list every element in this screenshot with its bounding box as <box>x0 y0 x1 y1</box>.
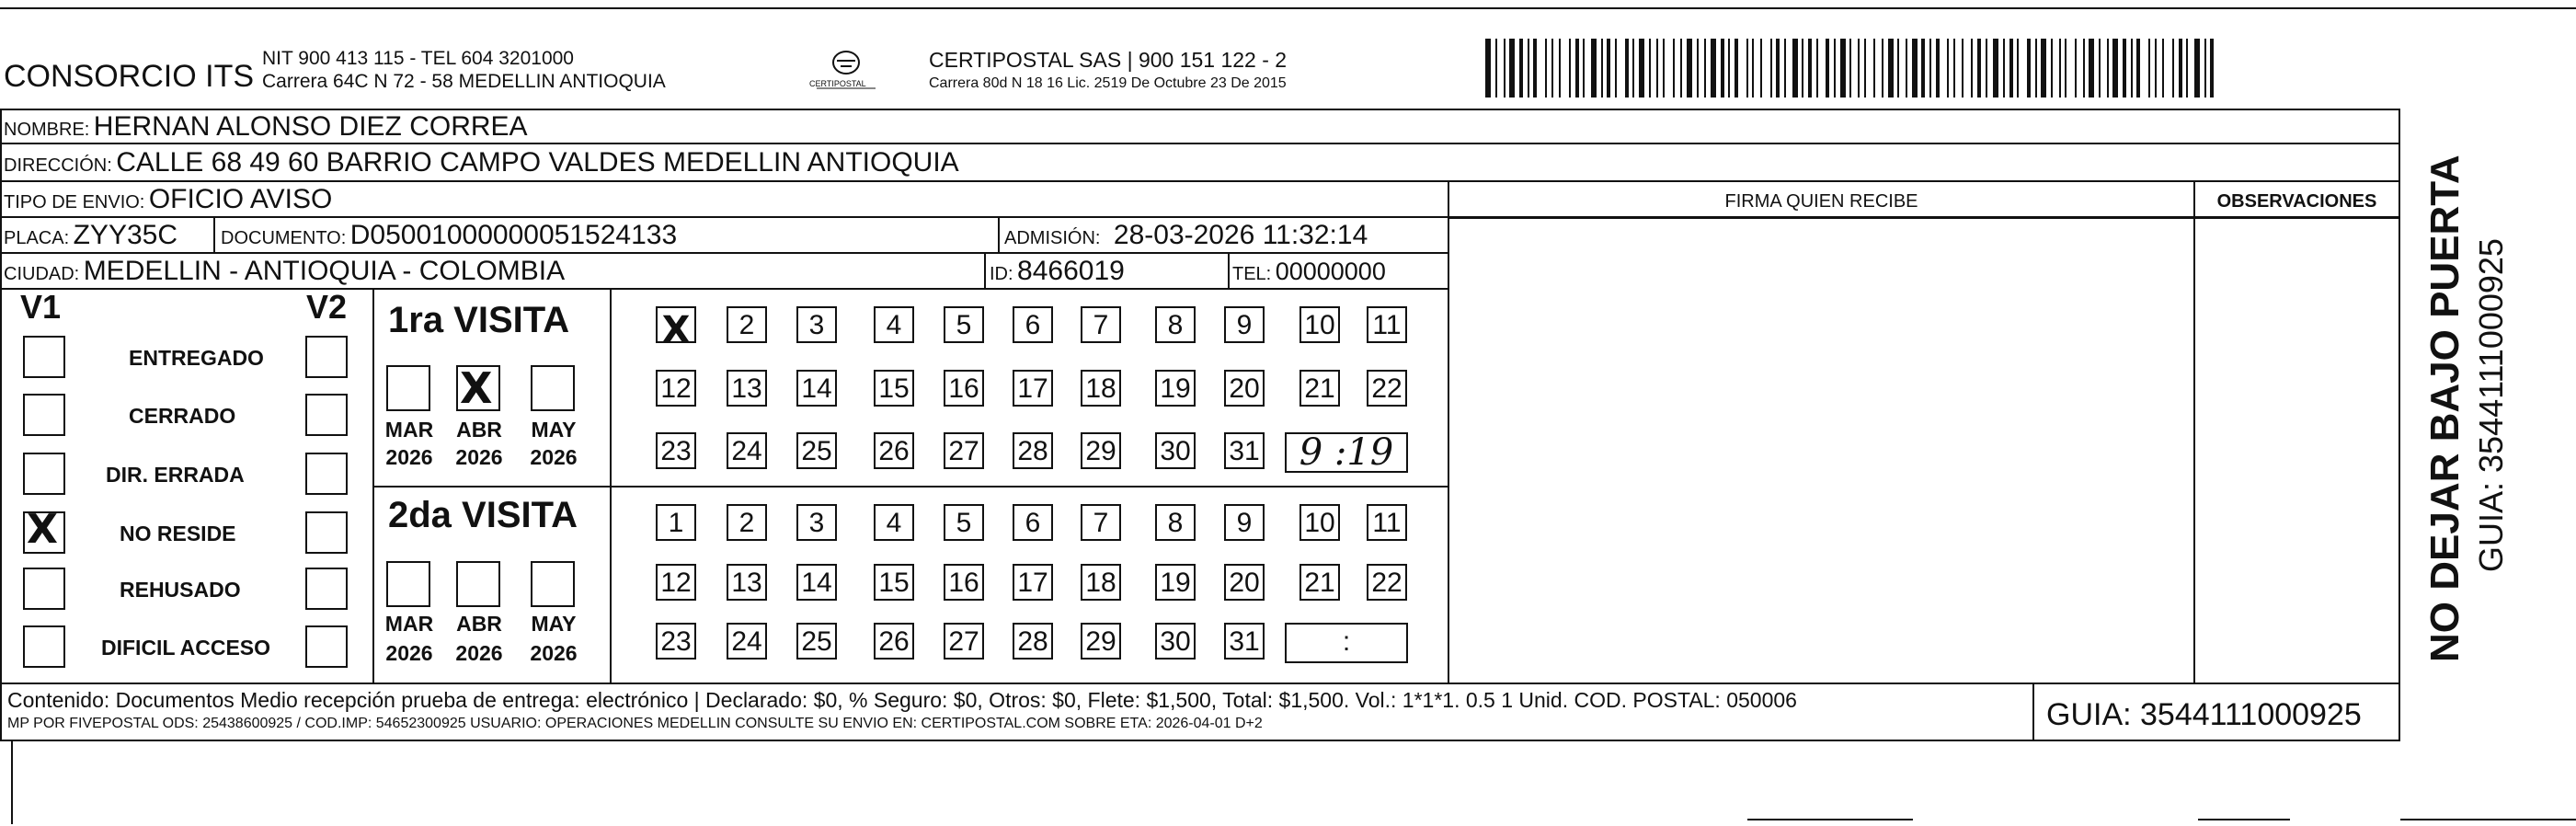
nombre-value: HERNAN ALONSO DIEZ CORREA <box>93 111 528 142</box>
second-visit-title: 2da VISITA <box>388 495 578 535</box>
side-warning: NO DEJAR BAJO PUERTA <box>2422 155 2467 662</box>
first-visit-day-box[interactable] <box>1155 370 1196 407</box>
first-visit-month-mark: X <box>460 363 493 413</box>
month-label: MAR <box>384 612 434 636</box>
ciudad-label: CIUDAD: <box>4 264 80 284</box>
first-visit-time-box[interactable] <box>1285 432 1408 473</box>
status-label: REHUSADO <box>120 578 241 602</box>
day-number: 12 <box>660 373 692 404</box>
first-visit-day-box[interactable] <box>656 370 696 407</box>
id-value: 8466019 <box>1017 256 1125 286</box>
day-number: 22 <box>1371 373 1402 404</box>
tipo-row <box>4 184 332 215</box>
second-visit-day-box[interactable] <box>1299 504 1340 541</box>
status-v2-checkbox[interactable] <box>305 625 348 668</box>
second-visit-day-box[interactable] <box>796 623 837 660</box>
day-number: 15 <box>878 373 910 404</box>
second-visit-day-box[interactable] <box>1081 504 1121 541</box>
status-v2-checkbox[interactable] <box>305 511 348 554</box>
first-visit-day-box[interactable] <box>656 306 696 351</box>
day-number: 27 <box>948 626 979 657</box>
first-visit-title: 1ra VISITA <box>388 300 570 340</box>
first-visit-day-box[interactable] <box>944 306 984 343</box>
second-visit-day-box[interactable] <box>874 623 914 660</box>
second-visit-day-box[interactable] <box>944 623 984 660</box>
first-visit-day-box[interactable] <box>944 370 984 407</box>
day-number: 14 <box>801 568 832 598</box>
day-number: 28 <box>1017 436 1048 466</box>
first-visit-day-box[interactable] <box>1155 306 1196 343</box>
second-visit-day-box[interactable] <box>796 504 837 541</box>
second-visit-day-box[interactable] <box>1367 564 1407 601</box>
second-visit-month-checkbox[interactable] <box>456 561 500 607</box>
status-v1-checkbox[interactable] <box>23 394 65 436</box>
side-guia: GUIA: 3544111000925 <box>2472 238 2510 572</box>
day-number: 3 <box>808 310 825 340</box>
status-v1-checkbox[interactable] <box>23 453 65 495</box>
day-number: 28 <box>1017 626 1048 657</box>
day-number: 20 <box>1229 568 1260 598</box>
day-number: 20 <box>1229 373 1260 404</box>
status-v1-checkbox[interactable] <box>23 625 65 668</box>
first-visit-day-box[interactable] <box>1299 306 1340 343</box>
day-number: 26 <box>878 436 910 466</box>
tel-label: TEL: <box>1232 264 1272 284</box>
day-number: 4 <box>886 310 902 340</box>
month-label: MAR <box>384 418 434 442</box>
v1-header: V1 <box>20 288 62 326</box>
day-number: 25 <box>801 436 832 466</box>
tel-value: 00000000 <box>1275 258 1386 285</box>
second-visit-day-box[interactable] <box>1013 623 1053 660</box>
day-number: 19 <box>1160 568 1191 598</box>
placa-label: PLACA: <box>4 228 70 248</box>
status-v2-checkbox[interactable] <box>305 394 348 436</box>
day-number: 19 <box>1160 373 1191 404</box>
status-label: CERRADO <box>129 404 236 428</box>
first-visit-day-box[interactable] <box>1013 370 1053 407</box>
month-label: MAY <box>531 612 577 636</box>
first-visit-day-box[interactable] <box>874 432 914 469</box>
status-label: DIR. ERRADA <box>106 463 245 487</box>
status-v2-checkbox[interactable] <box>305 453 348 495</box>
tipo-value: OFICIO AVISO <box>148 184 333 214</box>
admision-row <box>1004 220 1368 251</box>
day-number: 18 <box>1085 373 1116 404</box>
second-visit-day-box[interactable] <box>874 564 914 601</box>
day-number: 29 <box>1085 436 1116 466</box>
tipo-label: TIPO DE ENVIO: <box>4 192 145 212</box>
first-visit-month-checkbox[interactable] <box>386 365 430 411</box>
year-label: 2026 <box>455 641 503 665</box>
day-number: 7 <box>1093 310 1109 340</box>
day-number: 17 <box>1017 373 1048 404</box>
day-number: 26 <box>878 626 910 657</box>
logo-caption: CERTIPOSTAL <box>809 79 866 88</box>
first-visit-day-box[interactable] <box>1155 432 1196 469</box>
day-number: 14 <box>801 373 832 404</box>
direccion-label: DIRECCIÓN: <box>4 155 112 176</box>
day-number: 5 <box>956 310 972 340</box>
second-visit-day-box[interactable] <box>1081 623 1121 660</box>
first-visit-day-box[interactable] <box>874 370 914 407</box>
day-number: 8 <box>1167 508 1184 538</box>
day-number: 31 <box>1229 626 1260 657</box>
company-address: Carrera 64C N 72 - 58 MEDELLIN ANTIOQUIA <box>262 71 666 92</box>
first-visit-day-box[interactable] <box>1013 432 1053 469</box>
status-v1-mark: X <box>27 506 58 553</box>
status-label: DIFICIL ACCESO <box>101 636 271 660</box>
second-visit-month-checkbox[interactable] <box>531 561 575 607</box>
second-visit-day-box[interactable] <box>727 564 767 601</box>
day-number: 27 <box>948 436 979 466</box>
second-visit-day-box[interactable] <box>1299 564 1340 601</box>
second-visit-day-box[interactable] <box>1013 504 1053 541</box>
day-number: 13 <box>731 568 762 598</box>
second-visit-day-box[interactable] <box>796 564 837 601</box>
day-number: 1 <box>668 508 684 538</box>
day-number: 6 <box>1025 310 1041 340</box>
year-label: 2026 <box>455 445 503 469</box>
status-v2-checkbox[interactable] <box>305 336 348 378</box>
time-value: : <box>1342 626 1351 657</box>
day-number: 21 <box>1304 373 1335 404</box>
certipostal-logo-icon <box>809 44 883 99</box>
direccion-value: CALLE 68 49 60 BARRIO CAMPO VALDES MEDELLIN ANTIOQUIA <box>116 147 959 178</box>
first-visit-day-box[interactable] <box>1013 306 1053 343</box>
year-label: 2026 <box>385 641 433 665</box>
first-visit-day-box[interactable] <box>1367 306 1407 343</box>
day-number: 23 <box>660 626 692 657</box>
placa-row <box>4 220 177 251</box>
day-number: X <box>661 309 691 351</box>
day-number: 17 <box>1017 568 1048 598</box>
day-number: 11 <box>1372 508 1402 538</box>
day-number: 3 <box>808 508 825 538</box>
second-visit-day-box[interactable] <box>874 504 914 541</box>
mp-line: MP POR FIVEPOSTAL ODS: 25438600925 / COD.IMP: 54652300925 USUARIO: OPERACIONES MEDELLIN CONSULTE SU ENVIO EN: CERTIPOSTAL.COM SOBRE ETA: 2026-04-01 D+2 <box>7 716 1263 731</box>
first-visit-day-box[interactable] <box>1224 432 1265 469</box>
day-number: 30 <box>1160 436 1191 466</box>
documento-row <box>221 220 677 251</box>
day-number: 8 <box>1167 310 1184 340</box>
first-visit-day-box[interactable] <box>1224 306 1265 343</box>
first-visit-day-box[interactable] <box>727 370 767 407</box>
day-number: 18 <box>1085 568 1116 598</box>
ciudad-value: MEDELLIN - ANTIOQUIA - COLOMBIA <box>83 256 566 286</box>
top-border <box>0 7 2576 9</box>
first-visit-day-box[interactable] <box>796 432 837 469</box>
nombre-row <box>4 111 528 143</box>
first-visit-day-box[interactable] <box>1081 432 1121 469</box>
second-visit-day-box[interactable] <box>656 623 696 660</box>
month-label: MAY <box>531 418 577 442</box>
barcode-icon <box>1485 39 2221 98</box>
day-number: 23 <box>660 436 692 466</box>
second-visit-day-box[interactable] <box>944 504 984 541</box>
first-visit-day-box[interactable] <box>874 306 914 343</box>
status-label: NO RESIDE <box>120 522 236 545</box>
direccion-row <box>4 147 959 178</box>
v2-header: V2 <box>306 288 348 326</box>
day-number: 9 <box>1236 310 1253 340</box>
day-number: 2 <box>738 508 755 538</box>
day-number: 7 <box>1093 508 1109 538</box>
day-number: 29 <box>1085 626 1116 657</box>
status-v1-checkbox[interactable] <box>23 336 65 378</box>
company-name: CONSORCIO ITS <box>4 59 255 94</box>
first-visit-day-box[interactable] <box>1224 370 1265 407</box>
second-visit-day-box[interactable] <box>1155 564 1196 601</box>
second-visit-day-box[interactable] <box>1081 564 1121 601</box>
tel-row <box>1232 258 1386 286</box>
day-number: 15 <box>878 568 910 598</box>
firma-header: FIRMA QUIEN RECIBE <box>1724 191 1918 212</box>
first-visit-day-box[interactable] <box>1081 306 1121 343</box>
second-visit-day-box[interactable] <box>944 564 984 601</box>
second-visit-day-box[interactable] <box>727 623 767 660</box>
company-nit: NIT 900 413 115 - TEL 604 3201000 <box>262 48 574 69</box>
first-visit-day-box[interactable] <box>796 370 837 407</box>
day-number: 25 <box>801 626 832 657</box>
second-visit-time-box[interactable] <box>1285 623 1408 663</box>
day-number: 10 <box>1304 310 1335 340</box>
contenido-line: Contenido: Documentos Medio recepción prueba de entrega: electrónico | Declarado: $0, % Seguro: $0, Otros: $0, Flete: $1,500, Total: $1,500. Vol.: 1*1*1. 0.5 1 Unid. COD. POSTAL: 050006 <box>7 688 1797 712</box>
second-visit-day-box[interactable] <box>1155 504 1196 541</box>
second-visit-day-box[interactable] <box>727 504 767 541</box>
month-label: ABR <box>456 612 502 636</box>
first-visit-day-box[interactable] <box>796 306 837 343</box>
first-visit-day-box[interactable] <box>1299 370 1340 407</box>
day-number: 22 <box>1371 568 1402 598</box>
second-visit-day-box[interactable] <box>1155 623 1196 660</box>
day-number: 11 <box>1372 310 1402 340</box>
first-visit-day-box[interactable] <box>944 432 984 469</box>
second-visit-day-box[interactable] <box>1367 504 1407 541</box>
documento-label: DOCUMENTO: <box>221 228 347 248</box>
second-visit-day-box[interactable] <box>1224 623 1265 660</box>
status-v2-checkbox[interactable] <box>305 568 348 610</box>
day-number: 24 <box>731 626 762 657</box>
first-visit-month-checkbox[interactable] <box>531 365 575 411</box>
id-label: ID: <box>990 264 1013 284</box>
status-label: ENTREGADO <box>129 346 264 370</box>
second-visit-day-box[interactable] <box>1224 564 1265 601</box>
year-label: 2026 <box>530 445 578 469</box>
observaciones-header: OBSERVACIONES <box>2216 191 2377 212</box>
admision-label: ADMISIÓN: <box>1004 228 1101 248</box>
first-visit-day-box[interactable] <box>1367 370 1407 407</box>
year-label: 2026 <box>530 641 578 665</box>
day-number: 30 <box>1160 626 1191 657</box>
first-visit-day-box[interactable] <box>727 306 767 343</box>
certipostal-info: CERTIPOSTAL SAS | 900 151 122 - 2 <box>929 48 1288 72</box>
day-number: 9 <box>1236 508 1253 538</box>
day-number: 6 <box>1025 508 1041 538</box>
ciudad-row <box>4 256 565 287</box>
day-number: 5 <box>956 508 972 538</box>
second-visit-day-box[interactable] <box>656 504 696 541</box>
id-row <box>990 256 1125 287</box>
nombre-label: NOMBRE: <box>4 120 90 140</box>
day-number: 12 <box>660 568 692 598</box>
year-label: 2026 <box>385 445 433 469</box>
day-number: 31 <box>1229 436 1260 466</box>
day-number: 13 <box>731 373 762 404</box>
day-number: 16 <box>948 373 979 404</box>
day-number: 4 <box>886 508 902 538</box>
day-number: 2 <box>738 310 755 340</box>
second-visit-day-box[interactable] <box>656 564 696 601</box>
placa-value: ZYY35C <box>73 220 177 250</box>
certipostal-address: Carrera 80d N 18 16 Lic. 2519 De Octubre 23 De 2015 <box>929 75 1287 91</box>
time-value: 9 :19 <box>1299 431 1394 474</box>
day-number: 24 <box>731 436 762 466</box>
day-number: 21 <box>1304 568 1335 598</box>
first-visit-day-box[interactable] <box>656 432 696 469</box>
status-v1-checkbox[interactable] <box>23 568 65 610</box>
documento-value: D05001000000051524133 <box>349 220 678 250</box>
second-visit-month-checkbox[interactable] <box>386 561 430 607</box>
month-label: ABR <box>456 418 502 442</box>
first-visit-day-box[interactable] <box>727 432 767 469</box>
second-visit-day-box[interactable] <box>1224 504 1265 541</box>
day-number: 16 <box>948 568 979 598</box>
footer-guia: GUIA: 3544111000925 <box>2046 697 2362 732</box>
first-visit-day-box[interactable] <box>1081 370 1121 407</box>
day-number: 10 <box>1304 508 1335 538</box>
second-visit-day-box[interactable] <box>1013 564 1053 601</box>
admision-value: 28-03-2026 11:32:14 <box>1113 220 1368 250</box>
